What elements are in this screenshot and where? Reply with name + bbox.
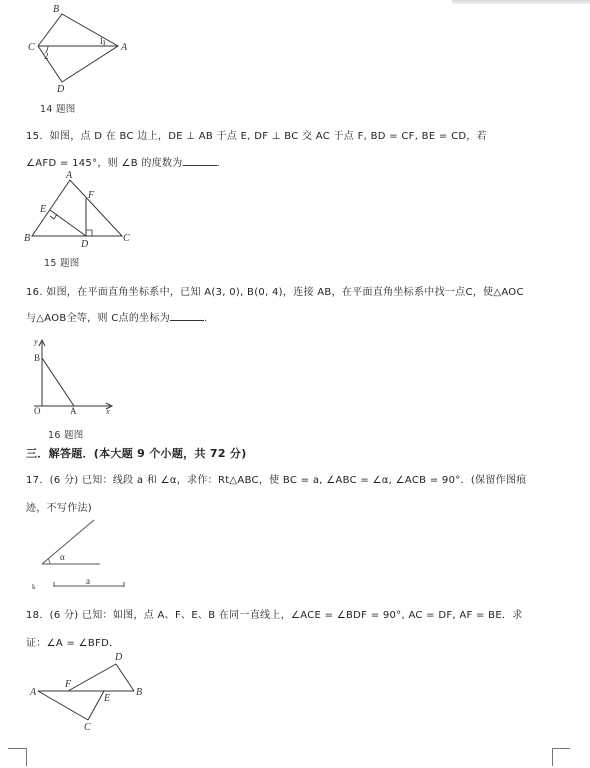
crop-mark-bottom-left-h: [8, 748, 26, 749]
q18-line2: 证：∠A = ∠BFD．: [26, 638, 120, 649]
crop-mark-bottom-left: [8, 748, 27, 766]
q15-answer-blank[interactable]: [183, 156, 217, 166]
q15-line2-end: ．: [216, 158, 227, 169]
crop-mark-bottom-right-h: [552, 748, 570, 749]
q15-line1: 15．如图，点 D 在 BC 边上，DE ⊥ AB 于点 E, DF ⊥ BC 交 AC 于点 F, BD = CF, BE = CD，若: [26, 131, 487, 142]
fig16-label-o: O: [34, 406, 41, 416]
q15-line2-text: ∠AFD = 145°，则 ∠B 的度数为: [26, 158, 183, 169]
fig16-caption: 16 题图: [48, 430, 84, 441]
fig17-mark: k: [32, 583, 36, 591]
fig15-label-d: D: [81, 239, 89, 250]
fig18-label-d: D: [115, 652, 123, 663]
q16-line1: 16. 如图，在平面直角坐标系中，已知 A(3, 0), B(0, 4)，连接 AB，在平面直角坐标系中找一点C，使△AOC: [26, 287, 524, 298]
q16-line2-text: 与△AOB全等，则 C点的坐标为: [26, 313, 171, 324]
fig15-label-f: F: [88, 190, 95, 201]
q15-line2: [26, 154, 227, 169]
fig14-label-b: B: [53, 4, 60, 15]
fig14-label-2: 2: [44, 51, 49, 61]
fig17-label-alpha: α: [60, 552, 65, 562]
figure-14: [20, 4, 130, 94]
fig16-label-b: B: [34, 353, 41, 363]
fig15-label-e: E: [40, 204, 47, 215]
q16-line2: [26, 309, 214, 324]
figure-16: [30, 334, 116, 414]
figure-18: [30, 650, 146, 732]
fig18-label-c: C: [84, 722, 91, 733]
fig15-label-c: C: [123, 233, 130, 244]
fig14-label-d: D: [57, 84, 65, 95]
fig16-label-x: x: [106, 407, 110, 416]
fig18-label-b: B: [136, 687, 143, 698]
crop-mark-bottom-right: [552, 748, 571, 766]
q16-answer-blank[interactable]: [170, 311, 204, 321]
fig17-label-a: a: [86, 576, 90, 586]
fig14-label-1: 1: [99, 36, 104, 46]
q16-line2-end: ．: [204, 313, 215, 324]
fig15-label-b: B: [24, 233, 31, 244]
fig16-label-y: y: [34, 337, 38, 346]
fig18-label-a: A: [30, 687, 37, 698]
q17-line2: 迹，不写作法): [26, 503, 93, 514]
fig15-label-a: A: [66, 170, 73, 181]
fig16-label-a: A: [70, 406, 77, 416]
q18-line1: 18．(6 分) 已知：如图，点 A、F、E、B 在同一直线上，∠ACE = ∠BDF = 90°, AC = DF, AF = BE．求: [26, 610, 523, 621]
fig14-label-c: C: [28, 42, 35, 53]
fig18-label-e: E: [104, 693, 111, 704]
section-3-header: 三．解答题．(本大题 9 个小题，共 72 分): [26, 447, 247, 460]
fig14-caption: 14 题图: [40, 104, 76, 115]
fig15-caption: 15 题图: [44, 258, 80, 269]
window-top-shadow: [452, 0, 590, 4]
fig18-label-f: F: [65, 679, 72, 690]
q17-line1: 17．(6 分) 已知：线段 a 和 ∠α，求作：Rt△ABC，使 BC = a, ∠ABC = ∠α, ∠ACB = 90°．(保留作图痕: [26, 475, 527, 486]
figure-15: [24, 172, 128, 252]
fig14-label-a: A: [121, 42, 128, 53]
figure-17: [30, 516, 130, 592]
